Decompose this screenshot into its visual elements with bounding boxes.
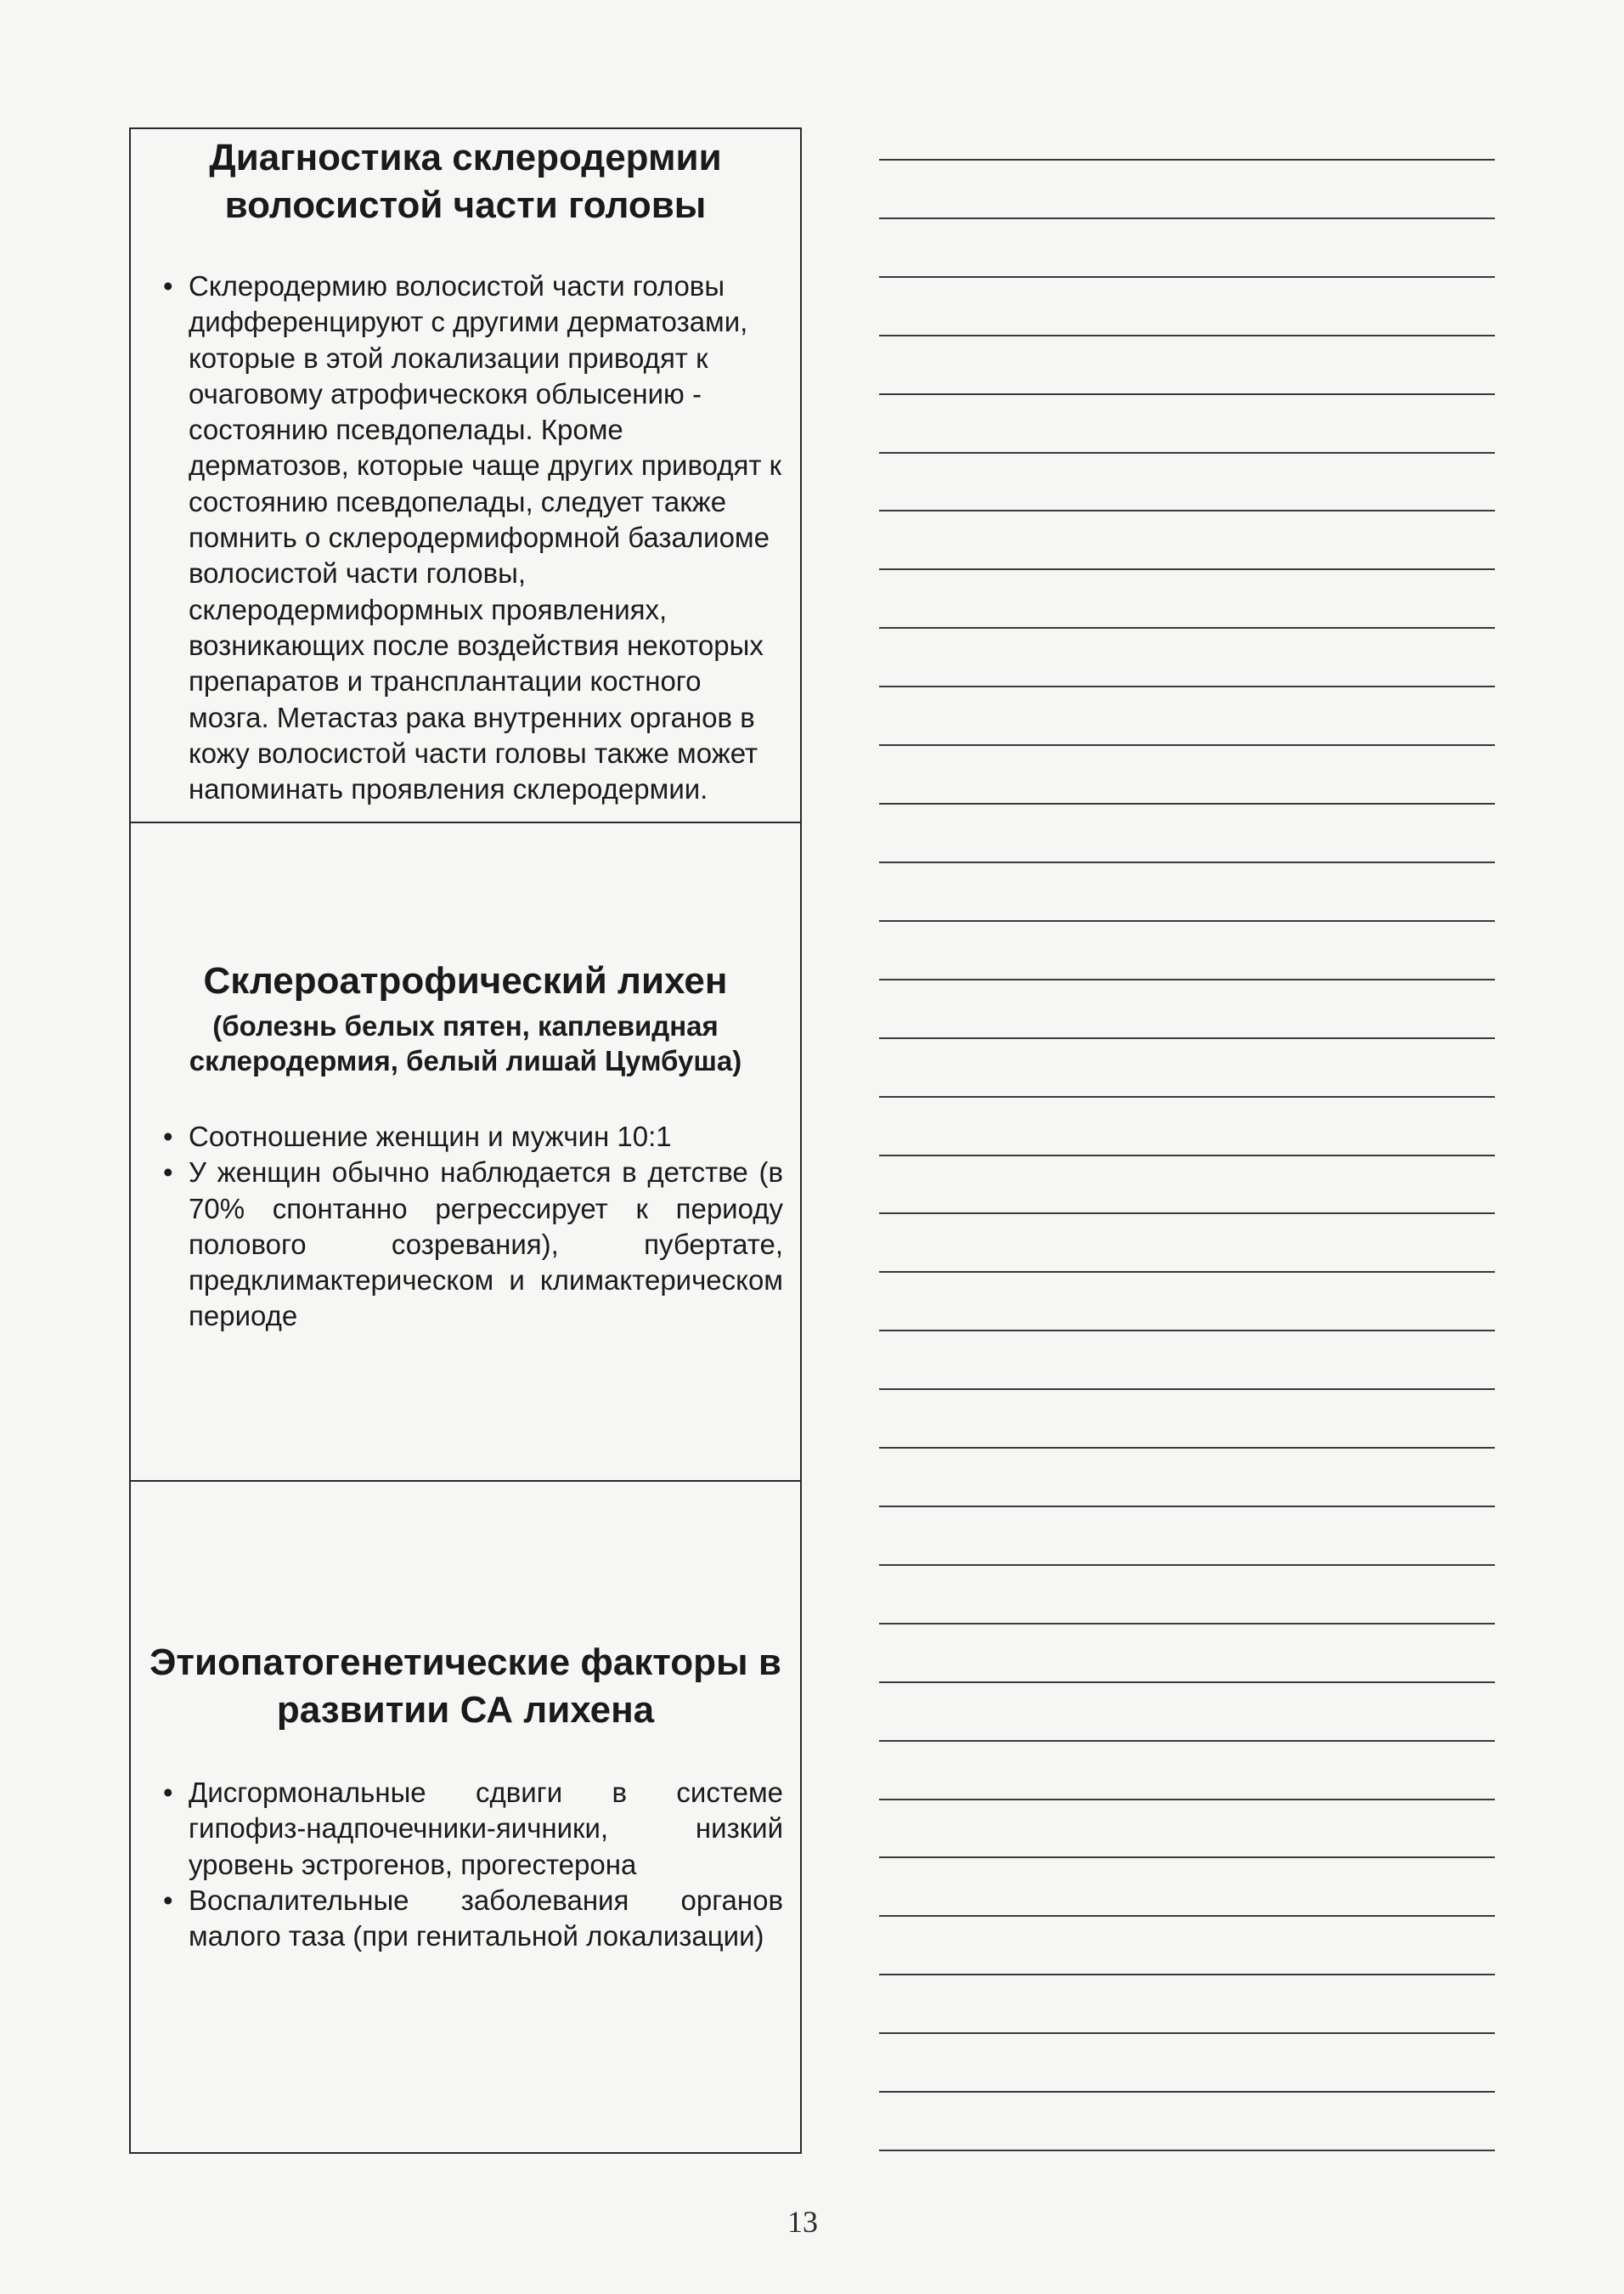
note-line <box>879 979 1495 980</box>
note-line <box>879 1330 1495 1331</box>
bullet-icon: • <box>163 1156 173 1189</box>
note-line <box>879 1037 1495 1039</box>
note-line <box>879 2150 1495 2151</box>
slide-title: Диагностика склеродермии волосистой части головы <box>209 137 722 226</box>
list-item <box>148 1155 783 1334</box>
note-line <box>879 276 1495 278</box>
note-line <box>879 1856 1495 1858</box>
note-line <box>879 568 1495 570</box>
note-line <box>879 1564 1495 1566</box>
bullet-list <box>148 1775 783 1954</box>
list-item <box>148 268 783 807</box>
note-line <box>879 744 1495 746</box>
note-line <box>879 686 1495 687</box>
bullet-text: Склеродермию волосистой части головы дифференцируют с другими дерматозами, которые в этой локализации приводят к очаговому атрофическокя облысению - состоянию псевдопелады. Кроме дерматозов, которые чаще других приводят к состоянию псевдопелады, следует также помнить о склеродермиформной базалиоме волосистой части головы, склеродермиформных проявлениях, возникающих после воздействия некоторых препаратов и трансплантации костного мозга. Метастаз рака внутренних органов в кожу волосистой части головы также может напоминать проявления склеродермии. <box>189 270 782 805</box>
list-item <box>148 1775 783 1883</box>
bullet-icon: • <box>163 1121 173 1152</box>
bullet-text: У женщин обычно наблюдается в детстве (в 70% спонтанно регрессирует к периоду полового созревания), пубертате, предклимактерическом и климактерическом периоде <box>189 1156 783 1332</box>
note-line <box>879 2091 1495 2093</box>
note-line <box>879 1388 1495 1390</box>
slide-etiopathogenetic-factors <box>131 1482 800 2152</box>
slide-scleroderma-diagnostics <box>131 129 800 823</box>
page-number: 13 <box>787 2205 818 2239</box>
slide-title: Этиопатогенетические факторы в развитии СА лихена <box>149 1641 781 1731</box>
note-line <box>879 1271 1495 1273</box>
bullet-icon: • <box>163 1777 173 1808</box>
note-line <box>879 510 1495 511</box>
note-line <box>879 803 1495 805</box>
slide-subtitle: (болезнь белых пятен, каплевидная склеродермия, белый лишай Цумбуша) <box>189 1010 742 1076</box>
note-line <box>879 393 1495 395</box>
list-item <box>148 1119 783 1155</box>
note-line <box>879 335 1495 336</box>
slide-lichen-sclerosus <box>131 823 800 1482</box>
note-line <box>879 920 1495 922</box>
note-line <box>879 1623 1495 1624</box>
note-line <box>879 862 1495 863</box>
notes-lines <box>879 0 1495 2294</box>
note-line <box>879 1212 1495 1214</box>
note-line <box>879 159 1495 161</box>
slides-column <box>129 127 802 2154</box>
note-line <box>879 1740 1495 1742</box>
note-line <box>879 1681 1495 1683</box>
bullet-text: Воспалительные заболевания органов малого таза (при генитальной локализации) <box>189 1884 783 1952</box>
note-line <box>879 1915 1495 1917</box>
note-line <box>879 218 1495 219</box>
note-line <box>879 1799 1495 1800</box>
bullet-icon: • <box>163 1884 173 1916</box>
note-line <box>879 1096 1495 1098</box>
bullet-text: Соотношение женщин и мужчин 10:1 <box>189 1121 672 1152</box>
note-line <box>879 1155 1495 1156</box>
bullet-icon: • <box>163 270 173 302</box>
bullet-list <box>148 1119 783 1335</box>
slide-title: Склероатрофический лихен <box>203 960 728 1002</box>
note-line <box>879 1974 1495 1975</box>
note-line <box>879 1506 1495 1507</box>
note-line <box>879 1447 1495 1449</box>
note-line <box>879 2032 1495 2034</box>
note-line <box>879 452 1495 454</box>
note-line <box>879 627 1495 629</box>
bullet-text: Дисгормональные сдвиги в системе гипофиз-надпочечники-яичники, низкий уровень эстрогенов, прогестерона <box>189 1777 783 1880</box>
list-item <box>148 1883 783 1955</box>
bullet-list <box>148 268 783 807</box>
